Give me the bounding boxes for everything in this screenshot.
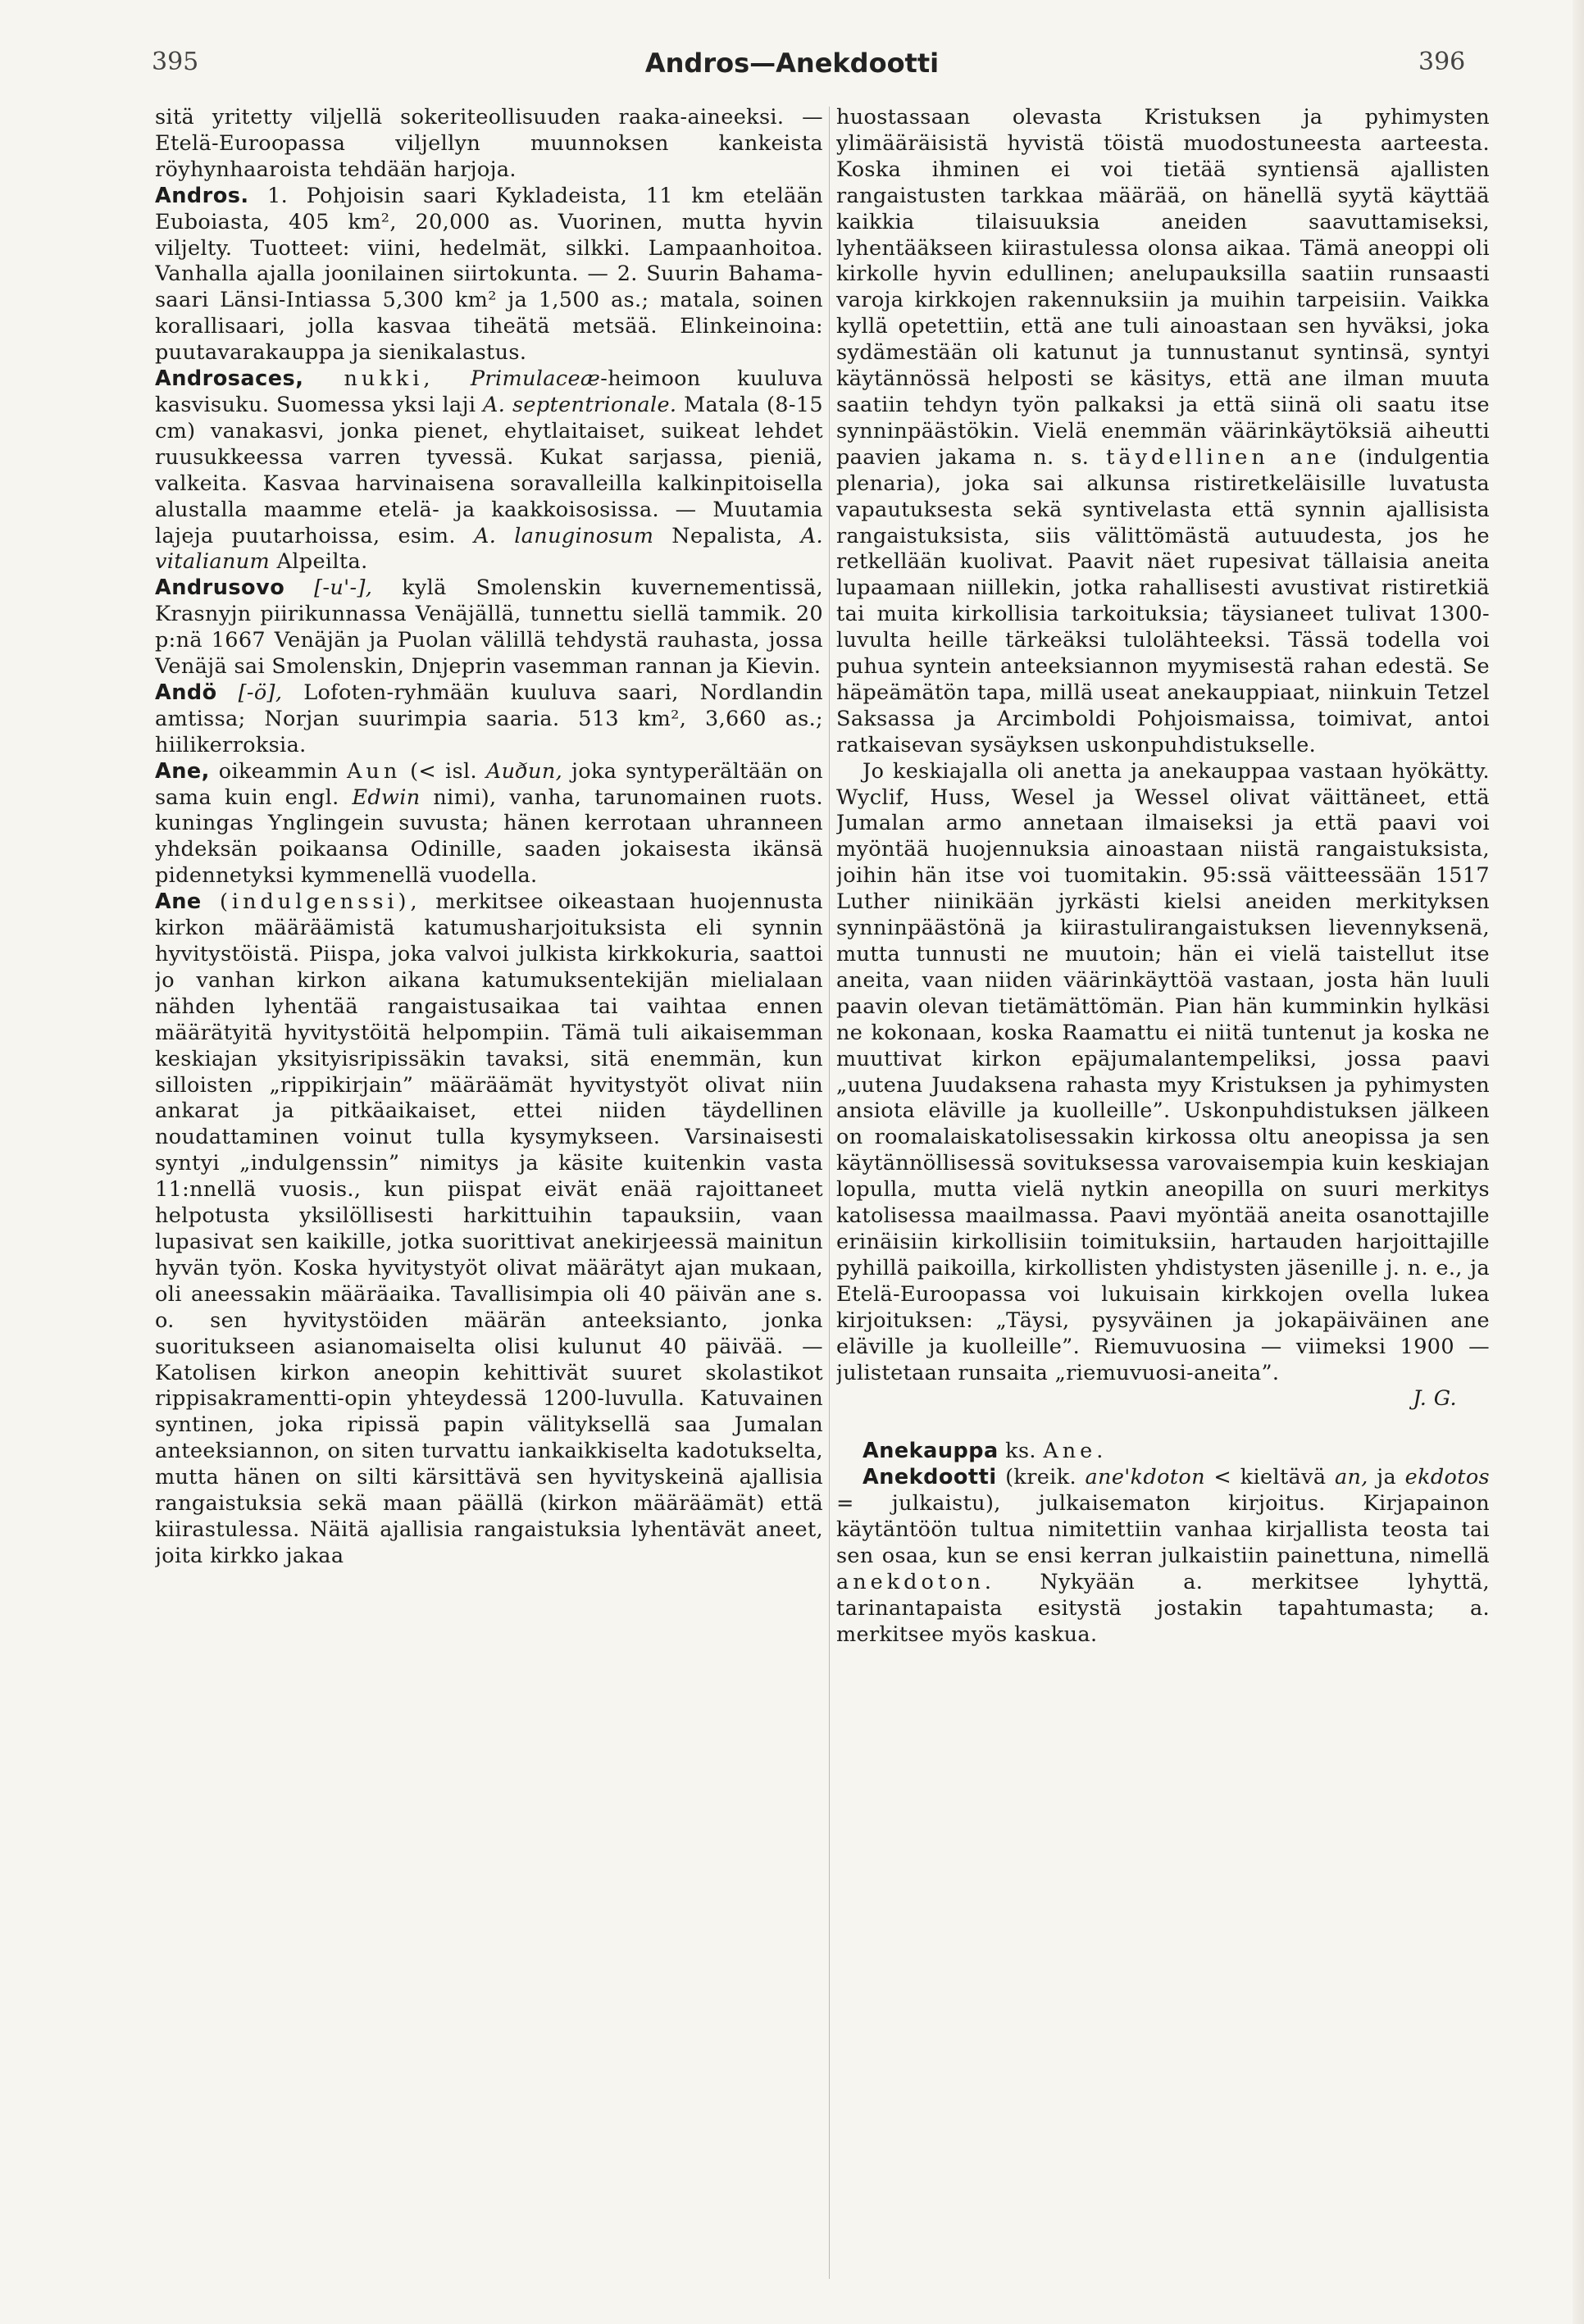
author-signature: J. G. <box>1413 1386 1457 1412</box>
spaced-term: anekdoton <box>836 1569 985 1594</box>
entry-headword: Andrusovo <box>155 575 285 601</box>
entry-text: merkitsee oikeastaan huojennusta kirkon määräämistä katumusharjoituksista eli synnin hyvitystöistä. Piispa, joka valvoi julkista kirkkokuria, saattoi jo vanhan kirkon aikana katumuksentekijän mielialaan nähden lyhentää rangaistusaikaa tai vaihtaa ennen määrätyitä hyvitystöitä helpompiin. Tämä tuli aikaisemman keskiajan yksityisripissäkin tavaksi, sitä enemmän, kun silloisten „rippikirjain” määräämät hyvitystyöt olivat niin ankarat ja pitkäaikaiset, ettei niiden täydellinen noudattaminen voinut tulla kysymykseen. Varsinaisesti syntyi „indulgenssin” nimitys ja käsite kuitenkin vasta 11:nnellä vuosis., kun piispat eivät enää rajoittaneet helpotusta yksilöllisesti harkittuihin tapauksiin, vaan lupasivat sen kaikille, jotka suorittivat anekirjeessä mainitun hyvän työn. Koska hyvitystyöt olivat määrätyt ajan mukaan, oli aneessakin määräaika. Tavallisimpia oli 40 päivän ane s. o. sen hyvitystöiden määrän anteeksianto, jonka suoritukseen asianomaiselta olisi kulunut 40 päivää. — Katolisen kirkon aneopin kehittivät suuret skolastikot rippisakramentti-opin yhteydessä 1200-luvulla. Katuvainen syntinen, joka ripissä papin välityksellä saa Jumalan anteeksiannon, on siten turvattu iankaikkiselta kadotukselta, mutta hänen on silti kärsittävä sen hyvityskeinä ajallisia rangaistuksia sekä maan päällä (kirkon määräämät) että kiirastulessa. Näitä ajallisia rangaistuksia lyhentävät aneet, joita kirkko jakaa <box>155 889 823 1568</box>
entry-ane-indulgence <box>155 889 823 1570</box>
entry-text: -heimoon kuuluva kasvisuku. Suomessa yksi laji <box>155 366 823 417</box>
entry-androsaces <box>155 366 823 575</box>
spaced-term: Aun <box>346 758 402 784</box>
entry-text: Lofoten-ryhmään kuuluva saari, Nordlandin amtissa; Norjan suurimpia saaria. 513 km², 3,660 as.; hiilikerroksia. <box>155 680 823 757</box>
entry-ando <box>155 680 823 759</box>
page-number-right: 396 <box>1418 48 1466 76</box>
entry-text: Alpeilta. <box>270 549 368 575</box>
entry-headword: Andros. <box>155 183 249 208</box>
entry-text: nimi), vanha, tarunomainen ruots. kuningas Ynglingein suvusta; hänen kerrotaan uhranneen yhdeksän poikaansa Odinille, saaden jokaisesta ikänsä pidennetyksi kymmenellä vuodella. <box>155 785 823 889</box>
italic-term: A. septentrionale. <box>483 392 677 417</box>
column-divider <box>829 107 830 2279</box>
italic-term: Edwin <box>352 785 421 810</box>
left-column <box>155 105 823 2285</box>
entry-anekdootti <box>836 1465 1490 1648</box>
spaced-term: nukki, <box>303 366 435 392</box>
entry-text: ks. <box>998 1439 1044 1464</box>
italic-term: A. vitalianum <box>155 523 823 575</box>
entry-anekauppa <box>836 1439 1490 1465</box>
entry-text: kylä Smolenskin kuvernementissä, Krasnyjn piirikunnassa Venäjällä, tunnettu siellä tammik. 20 p:nä 1667 Venäjän ja Puolan välillä tehdystä rauhasta, jossa Venäjä sai Smolenskin, Dnjeprin vasemman rannan ja Kievin. <box>155 575 823 680</box>
cross-reference: Ane <box>1043 1439 1097 1464</box>
entry-text: 1. Pohjoisin saari Kykladeista, 11 km etelään Euboiasta, 405 km², 20,000 as. Vuorinen, mutta hyvin viljelty. Tuotteet: viini, hedelmät, silkki. Lampaanhoitoa. Vanhalla ajalla joonilainen siirtokunta. — 2. Suurin Bahama-saari Länsi-Intiassa 5,300 km² ja 1,500 as.; matala, soinen korallisaari, jolla kasvaa tiheätä metsää. Elinkeinoina: puutavarakauppa ja sienikalastus. <box>155 183 823 366</box>
page-header <box>0 48 1584 89</box>
italic-term: A. lanuginosum <box>473 523 654 548</box>
entry-headword: Anekdootti <box>863 1465 997 1490</box>
italic-term: an, <box>1334 1465 1368 1490</box>
entry-text: (< isl. <box>401 758 486 784</box>
spaced-term: täydellinen ane <box>1106 444 1341 470</box>
entry-text: huostassaan olevasta Kristuksen ja pyhimysten ylimääräisistä hyvistä töistä muodostuneesta aarteesta. Koska ihminen ei voi tietää syntiensä ajallisten rangaistusten tarkkaa määrää, on hänellä syytä käyttää kaikkia tilaisuuksia aneiden saavuttamiseksi, lyhentääkseen kiirastulessa olonsa aikaa. Tämä aneoppi oli kirkolle hyvin edullinen; anelupauksilla saatiin runsaasti varoja kirkkojen rakennuksiin ja muihin tarpeisiin. Vaikka kyllä opetettiin, että ane tuli ainoastaan sen hyväksi, joka sydämestään oli katunut ja tunnustanut syntinsä, syntyi käytännössä helposti se käsitys, että ane ilman muuta saatiin tehdyn työn palkaksi ja että siinä oli saatu itse synninpäästökin. Vielä enemmän väärinkäytöksiä aiheutti paavien jakama n. s. <box>836 105 1490 470</box>
spacer <box>836 1412 1490 1439</box>
continued-paragraph: sitä yritetty viljellä sokeriteollisuuden raaka-aineeksi. — Etelä-Euroopassa viljellyn muunnoksen kankeista röyhynhaaroista tehdään harjoja. <box>155 105 823 182</box>
entry-text: oikeammin <box>209 758 347 784</box>
entry-text: Matala (8-15 cm) vanakasvi, jonka pienet, ehytlaitaiset, suikeat lehdet ruusukkeessa varren tyvessä. Kukat sarjassa, pieniä, valkeita. Kasvaa harvinaisena soravalleilla kalkinpitoisella alustalla maamme etelä- ja kaakkoisosissa. — Muutamia lajeja puutarhoissa, esim. <box>155 392 823 548</box>
entry-headword: Anekauppa <box>863 1439 999 1464</box>
italic-term: Auðun, <box>485 758 563 784</box>
pronunciation: [-ö], <box>216 680 283 705</box>
entry-andros <box>155 184 823 366</box>
entry-text: . Nykyään a. merkitsee lyhyttä, tarinantapaista esitystä jostakin tapahtumasta; a. merkitsee myös kaskua. <box>836 1569 1490 1647</box>
entry-text: (kreik. <box>996 1465 1086 1490</box>
italic-term: ane'kdoton <box>1085 1465 1205 1490</box>
entry-text: joka syntyperältään on sama kuin engl. <box>155 758 823 810</box>
entry-headword: Ane, <box>155 758 210 784</box>
italic-term: ekdotos <box>1404 1465 1490 1490</box>
entry-ane-king <box>155 759 823 890</box>
entry-text: . <box>1096 1439 1104 1464</box>
running-title: Andros—Anekdootti <box>644 48 940 79</box>
entry-text: (indulgentia plenaria), joka sai alkunsa ristiretkeläisille luvatusta vapautuksesta sekä syntivelasta että synnin ajallisista rangaistuksista, siis välittömästä autuudesta, jos he retkellään kuolivat. Paavit näet rupesivat tällaisia aneita lupaamaan niillekin, jotka rahallisesti avustivat ristiretkiä tai muita kirkollisia tarkoituksia; täysianeet tulivat 1300-luvulta heille tärkeäksi tulolähteeksi. Tässä todella voi puhua syntein anteeksiannon myymisestä rahan edestä. Se häpeämätön tapa, millä useat anekauppiaat, niinkuin Tetzel Saksassa ja Arcimboldi Pohjoismaissa, toimivat, antoi ratkaisevan sysäyksen uskonpuhdistukselle. <box>836 444 1490 757</box>
entry-text: Nepalista, <box>653 523 801 548</box>
continued-paragraph <box>836 105 1490 759</box>
entry-headword: Androsaces, <box>155 366 304 392</box>
spaced-term: (indulgenssi), <box>201 889 421 915</box>
page-edge-shadow <box>1573 0 1584 2324</box>
entry-headword: Ane <box>155 889 202 915</box>
page-number-left: 395 <box>152 48 199 76</box>
entry-text: = julkaistu), julkaisematon kirjoitus. Kirjapainon käytäntöön tultua nimitettiin vanhaa kirjallista teosta tai sen osaa, kun se ensi kerran julkaistiin painettuna, nimellä <box>836 1491 1490 1568</box>
entry-text: ja <box>1368 1465 1405 1490</box>
entry-text: < kieltävä <box>1204 1465 1335 1490</box>
right-column <box>836 105 1490 2285</box>
italic-term: Primulaceæ <box>434 366 601 392</box>
pronunciation: [-u'-], <box>284 575 373 601</box>
entry-andrusovo <box>155 575 823 680</box>
paragraph: Jo keskiajalla oli anetta ja anekauppaa vastaan hyökätty. Wyclif, Huss, Wesel ja Wessel olivat väittäneet, että Jumalan armo annetaan ilmaiseksi ja että paavi voi myöntää huojennuksia ainoastaan niistä rangaistuksista, joihin hän itse voi tuomitakin. 95:ssä väitteessään 1517 Luther niinikään jyrkästi kielsi aneiden merkityksen synninpäästönä ja kiirastulirangaistuksen lievennyksenä, mutta tunnusti ne muutoin; hän ei vielä taistellut itse aneita, vaan niiden väärinkäyttöä vastaan, josta hän luuli paavin olevan tietämättömän. Pian hän kumminkin hylkäsi ne kokonaan, koska Raamattu ei niitä tuntenut ja koska ne muuttivat kirkon epäjumalantempeliksi, jossa paavi „uutena Juudaksena rahasta myy Kristuksen ja pyhimysten ansiota eläville ja kuolleille”. Uskonpuhdistuksen jälkeen on roomalaiskatolisessakin kirkossa oltu aneopissa ja sen käytännöllisessä sovituksessa varovaisempia kuin keskiajan lopulla, mutta vielä nytkin aneopilla on suuri merkitys katolisessa maailmassa. Paavi myöntää aneita osanottajille erinäisiin kirkollisiin toimituksiin, hartauden harjoittajille pyhillä paikoilla, kirkollisten yhdistysten jäsenille j. n. e., ja Etelä-Euroopassa voi lukuisain kirkkojen ovella lukea kirjoituksen: „Täysi, pysyväinen ja jokapäiväinen ane eläville ja kuolleille”. Riemuvuosina — viimeksi 1900 — julistetaan runsaita „riemuvuosi-aneita”. <box>836 758 1490 1385</box>
entry-headword: Andö <box>155 680 217 705</box>
